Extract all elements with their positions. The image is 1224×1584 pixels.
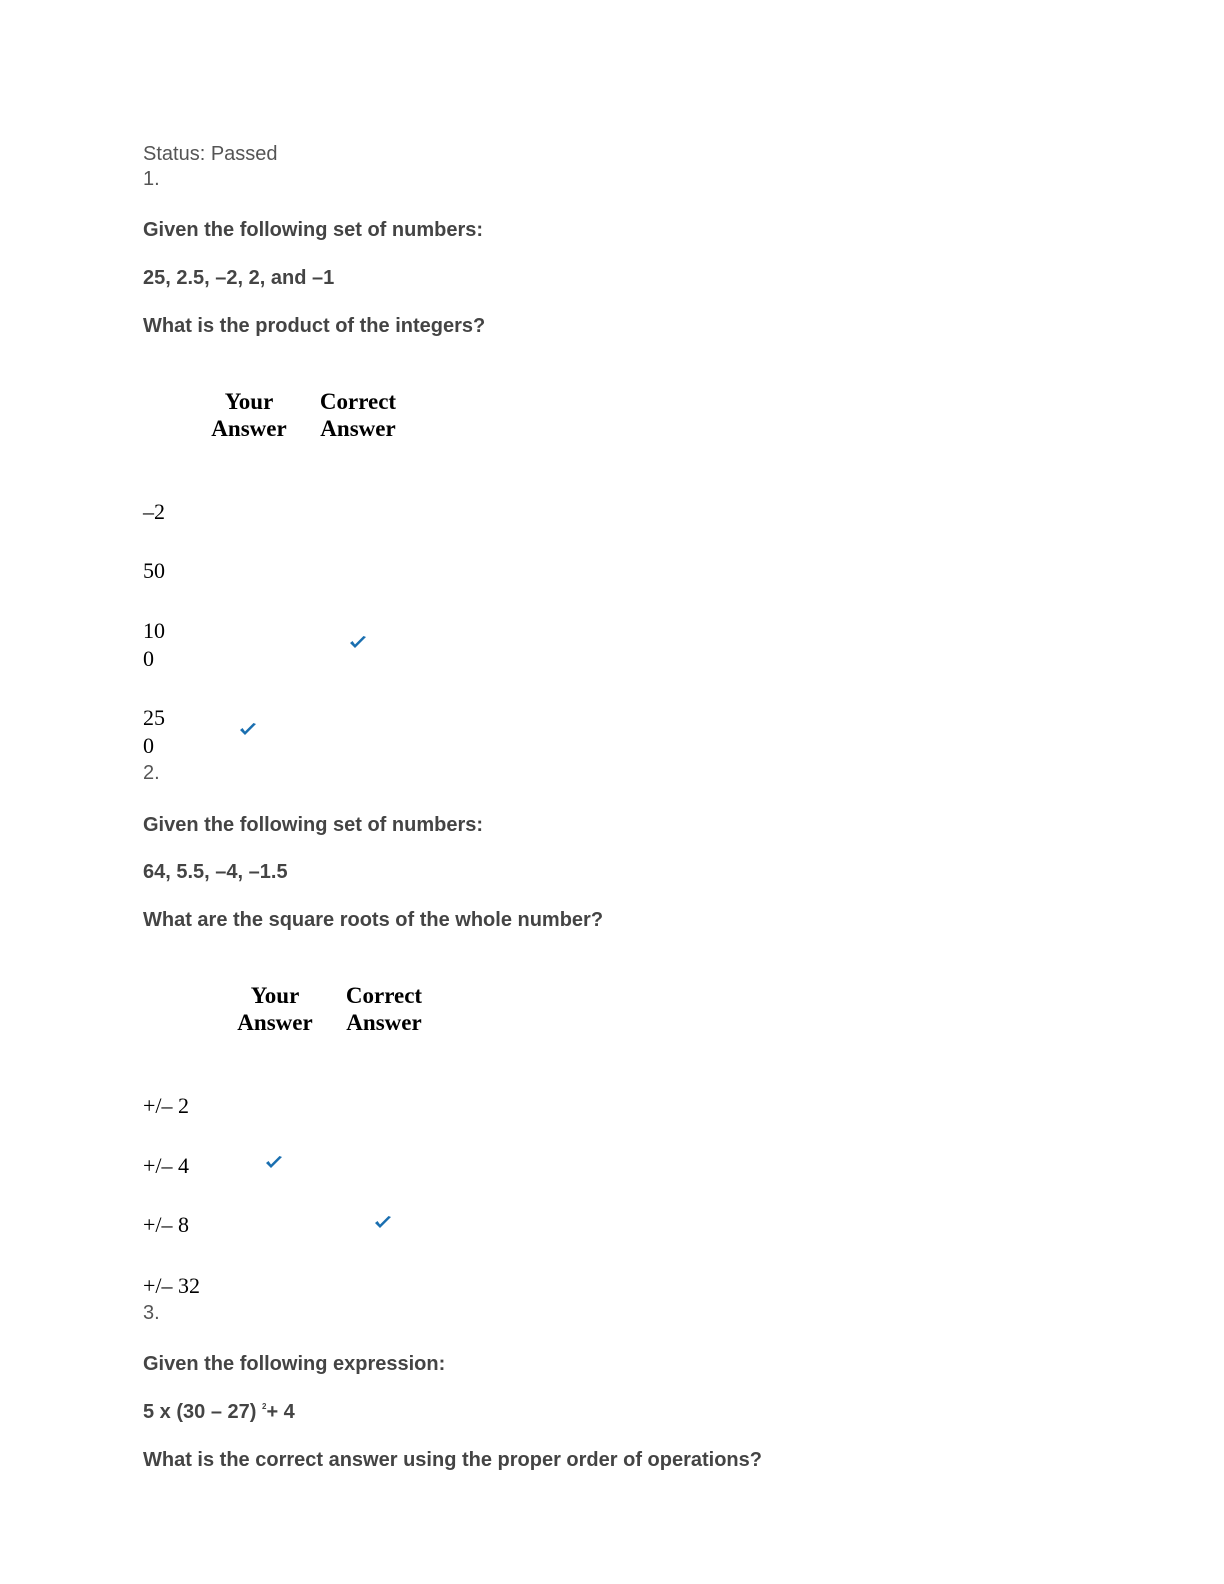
question-1-number: 1. [143, 168, 160, 190]
checkmark-icon [238, 722, 258, 738]
question-2-your-answer-header: Your Answer [237, 983, 313, 1035]
checkmark-icon [373, 1215, 393, 1231]
question-2-correct-answer-header: Correct Answer [345, 983, 423, 1035]
question-1-correct-answer-header: Correct Answer [319, 389, 397, 441]
question-1-prompt: Given the following set of numbers: [143, 219, 484, 241]
question-2-option: +/– 32 [143, 1273, 201, 1298]
status-label: Status: Passed [143, 143, 278, 165]
expression-tail: + 4 [266, 1401, 295, 1423]
expression-base: 5 x (30 – 27) [143, 1401, 257, 1423]
question-3-number: 3. [143, 1302, 160, 1324]
question-1-question: What is the product of the integers? [143, 315, 486, 337]
question-2-option: +/– 8 [143, 1212, 190, 1237]
question-3-prompt: Given the following expression: [143, 1353, 446, 1375]
question-2-option: +/– 4 [143, 1153, 190, 1178]
question-3-expression [143, 1401, 295, 1424]
question-3-question: What is the correct answer using the proper order of operations? [143, 1449, 762, 1471]
question-2-prompt: Given the following set of numbers: [143, 814, 484, 836]
question-1-your-answer-header: Your Answer [211, 389, 287, 441]
question-1-option: –2 [143, 499, 165, 524]
question-2-numbers: 64, 5.5, –4, –1.5 [143, 861, 288, 883]
expression-exponent: 2 [261, 1402, 267, 1411]
question-2-number: 2. [143, 762, 160, 784]
question-2-option: +/– 2 [143, 1093, 190, 1118]
question-1-option: 10 0 [143, 618, 165, 671]
checkmark-icon [348, 635, 368, 651]
question-1-option: 25 0 [143, 705, 165, 758]
question-1-numbers: 25, 2.5, –2, 2, and –1 [143, 267, 335, 289]
checkmark-icon [264, 1155, 284, 1171]
question-1-option: 50 [143, 558, 165, 583]
question-2-question: What are the square roots of the whole number? [143, 909, 604, 931]
